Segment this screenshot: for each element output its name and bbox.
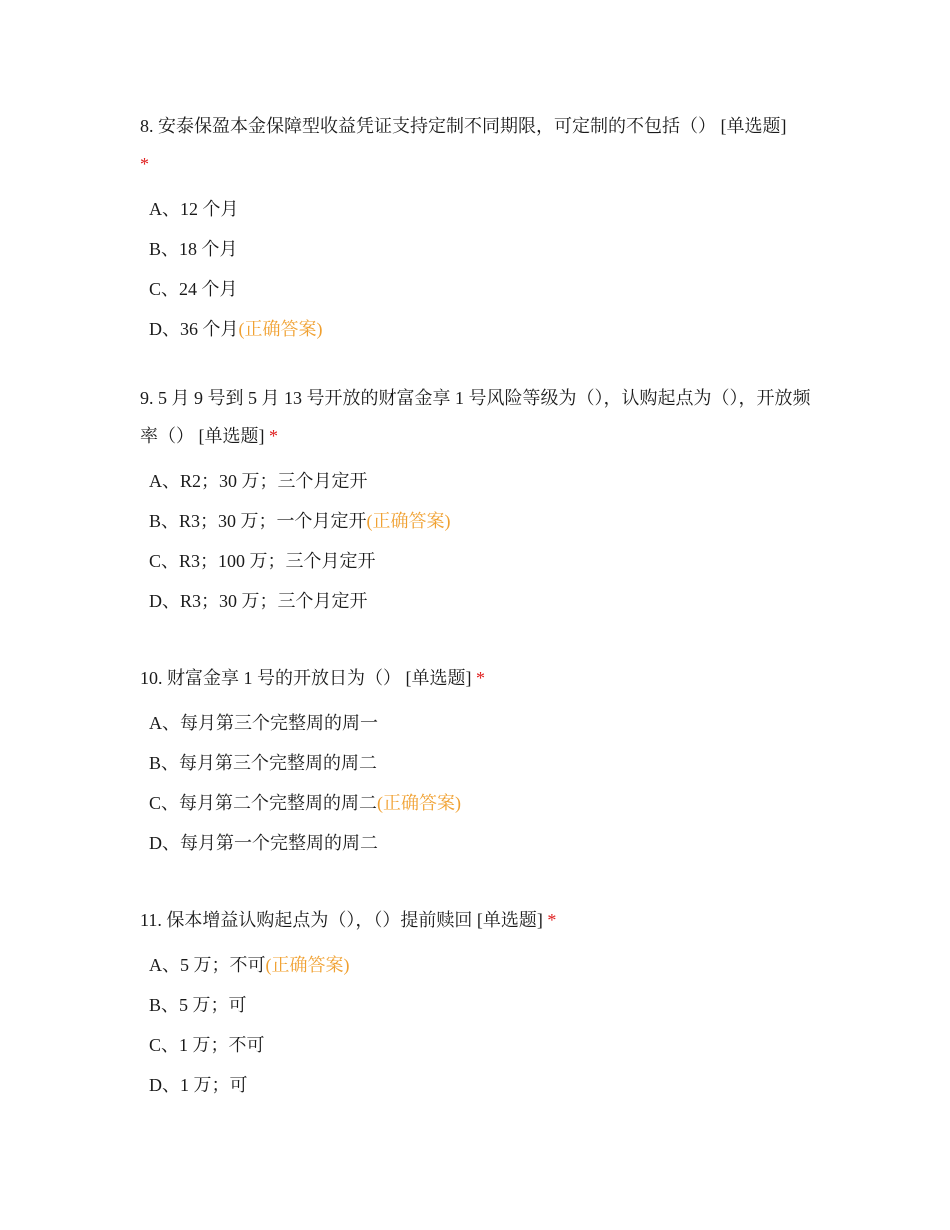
option-b: B、R3；30 万；一个月定开(正确答案) — [149, 511, 451, 531]
required-asterisk: * — [140, 154, 149, 174]
option-c: C、24 个月 — [149, 279, 238, 299]
question-10 — [140, 659, 820, 863]
correct-answer-label: (正确答案) — [377, 793, 462, 813]
option-d: D、每月第一个完整周的周二 — [149, 833, 378, 853]
option-a: A、12 个月 — [149, 199, 239, 219]
options-list — [140, 189, 820, 349]
options-list — [140, 703, 820, 863]
option-c: C、R3；100 万；三个月定开 — [149, 551, 376, 571]
required-asterisk: * — [547, 910, 557, 930]
option-c: C、1 万；不可 — [149, 1035, 265, 1055]
required-asterisk: * — [476, 668, 485, 688]
option-b: B、每月第三个完整周的周二 — [149, 753, 378, 773]
question-title: 10. 财富金享 1 号的开放日为（） [单选题] * — [140, 668, 485, 688]
question-8 — [140, 107, 820, 349]
correct-answer-label: (正确答案) — [265, 955, 350, 975]
option-c: C、每月第二个完整周的周二(正确答案) — [149, 793, 462, 813]
option-d: D、36 个月(正确答案) — [149, 319, 323, 339]
options-list — [140, 461, 820, 621]
required-asterisk: * — [269, 426, 278, 446]
question-title: 11. 保本增益认购起点为（），（）提前赎回 [单选题] * — [140, 910, 557, 930]
option-a: A、5 万；不可(正确答案) — [149, 955, 350, 975]
option-b: B、5 万；可 — [149, 995, 247, 1015]
option-b: B、18 个月 — [149, 239, 238, 259]
option-a: A、每月第三个完整周的周一 — [149, 713, 378, 733]
correct-answer-label: (正确答案) — [238, 319, 323, 339]
option-d: D、R3；30 万；三个月定开 — [149, 591, 368, 611]
question-title: 8. 安泰保盈本金保障型收益凭证支持定制不同期限，可定制的不包括（） [单选题] * — [140, 116, 787, 174]
option-a: A、R2；30 万；三个月定开 — [149, 471, 368, 491]
question-11 — [140, 901, 820, 1105]
question-title: 9. 5 月 9 号到 5 月 13 号开放的财富金享 1 号风险等级为（），认购起点为（），开放频率（） [单选题] * — [140, 388, 811, 446]
option-d: D、1 万；可 — [149, 1075, 248, 1095]
options-list — [140, 945, 820, 1105]
question-9 — [140, 379, 820, 621]
correct-answer-label: (正确答案) — [366, 511, 451, 531]
